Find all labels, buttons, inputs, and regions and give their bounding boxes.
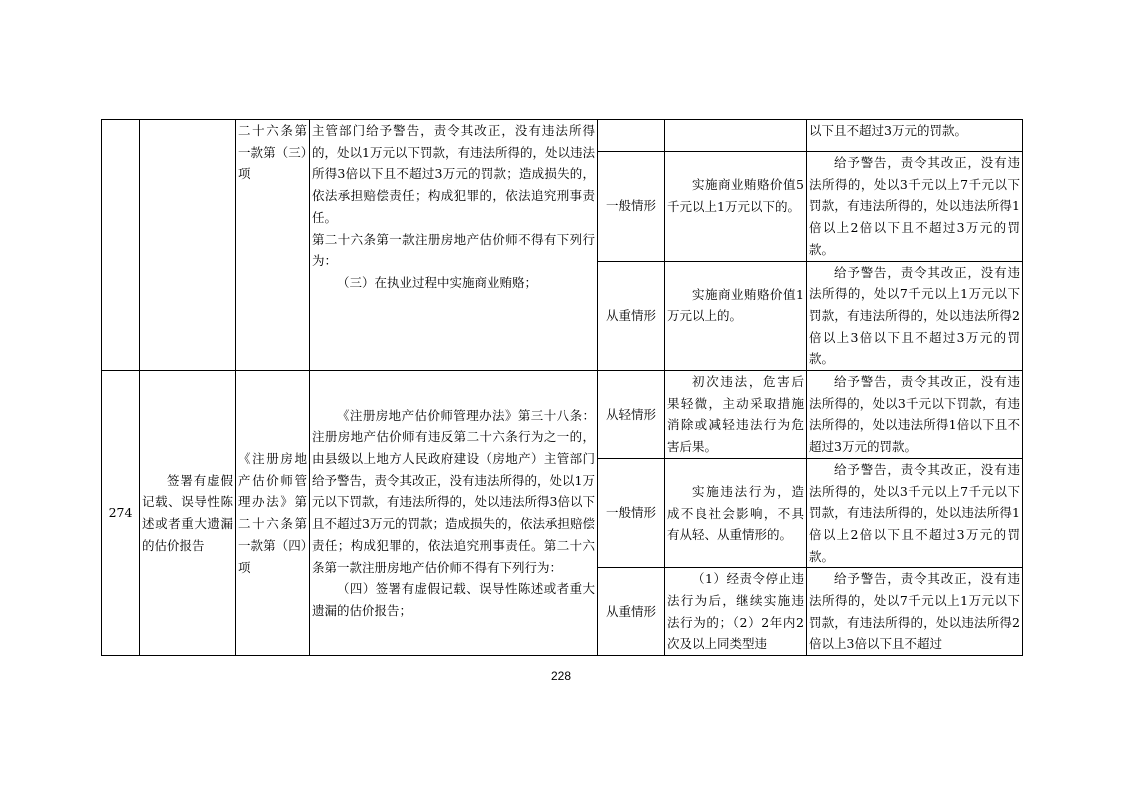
basis-text: 第二十六条第一款注册房地产估价师不得有下列行为： [312, 231, 595, 269]
item-cell [140, 120, 236, 371]
table-row [102, 371, 1023, 459]
penalty-cell: 给予警告，责令其改正，没有违法所得的，处以3千元以上7千元以下罚款，有违法所得的，处以违法所得1倍以上2倍以下且不超过3万元的罚款。 [807, 152, 1023, 262]
penalty-standards-table [101, 119, 1023, 656]
item-number: 274 [102, 371, 140, 656]
basis-text: （四）签署有虚假记载、误导性陈述或者重大遗漏的估价报告； [312, 581, 595, 618]
penalty-cell: 给予警告，责令其改正，没有违法所得的，处以3千元以上7千元以下罚款，有违法所得的，处以违法所得1倍以上2倍以下且不超过3万元的罚款。 [807, 458, 1023, 568]
item-name: 签署有虚假记载、误导性陈述或者重大遗漏的估价报告 [140, 371, 236, 656]
circumstance-cell [598, 120, 665, 152]
condition-cell: 实施违法行为，造成不良社会影响，不具有从轻、从重情形的。 [665, 458, 807, 568]
condition-cell: 初次违法，危害后果轻微，主动采取措施消除或减轻违法行为危害后果。 [665, 371, 807, 459]
basis-text: 《注册房地产估价师管理办法》第三十八条：注册房地产估价师有违反第二十六条行为之一的，由县级以上地方人民政府建设（房地产）主管部门给予警告，责令其改正，没有违法所得的，处以1万元以下罚款，有违法所得的，处以违法所得3倍以下且不超过3万元的罚款；造成损失的，依法承担赔偿责任；构成犯罪的，依法追究刑事责任。第二十六条第一款注册房地产估价师不得有下列行为： [312, 407, 595, 575]
basis-cell [310, 371, 598, 656]
page-number: 228 [550, 669, 572, 683]
basis-text: （三）在执业过程中实施商业贿赂； [337, 274, 538, 290]
article-cell: 《注册房地产估价师管理办法》第二十六条第一款第（四）项 [236, 371, 310, 656]
article-cell: 二十六条第一款第（三）项 [236, 120, 310, 371]
table-row [102, 120, 1023, 152]
condition-cell: 实施商业贿赂价值1万元以上的。 [665, 261, 807, 371]
condition-cell [665, 120, 807, 152]
number-cell [102, 120, 140, 371]
condition-cell: （1）经责令停止违法行为后，继续实施违法行为的；（2）2年内2次及以上同类型违 [665, 568, 807, 656]
circumstance-label: 一般情形 [598, 152, 665, 262]
basis-text: 主管部门给予警告，责令其改正，没有违法所得的，处以1万元以下罚款，有违法所得的，处以违法所得3倍以下且不超过3万元的罚款；造成损失的，依法承担赔偿责任；构成犯罪的，依法追究刑事责任。 [312, 123, 595, 225]
circumstance-label: 从重情形 [598, 568, 665, 656]
basis-cell [310, 120, 598, 371]
circumstance-label: 一般情形 [598, 458, 665, 568]
penalty-cell: 给予警告，责令其改正，没有违法所得的，处以7千元以上1万元以下罚款，有违法所得的，处以违法所得2倍以上3倍以下且不超过3万元的罚款。 [807, 261, 1023, 371]
penalty-cell: 给予警告，责令其改正，没有违法所得的，处以7千元以上1万元以下罚款，有违法所得的，处以违法所得2倍以上3倍以下且不超过 [807, 568, 1023, 656]
circumstance-label: 从轻情形 [598, 371, 665, 459]
condition-cell: 实施商业贿赂价值5千元以上1万元以下的。 [665, 152, 807, 262]
circumstance-label: 从重情形 [598, 261, 665, 371]
penalty-cell: 以下且不超过3万元的罚款。 [807, 120, 1023, 152]
penalty-cell: 给予警告，责令其改正，没有违法所得的，处以3千元以下罚款，有违法所得的，处以违法所得1倍以下且不超过3万元的罚款。 [807, 371, 1023, 459]
